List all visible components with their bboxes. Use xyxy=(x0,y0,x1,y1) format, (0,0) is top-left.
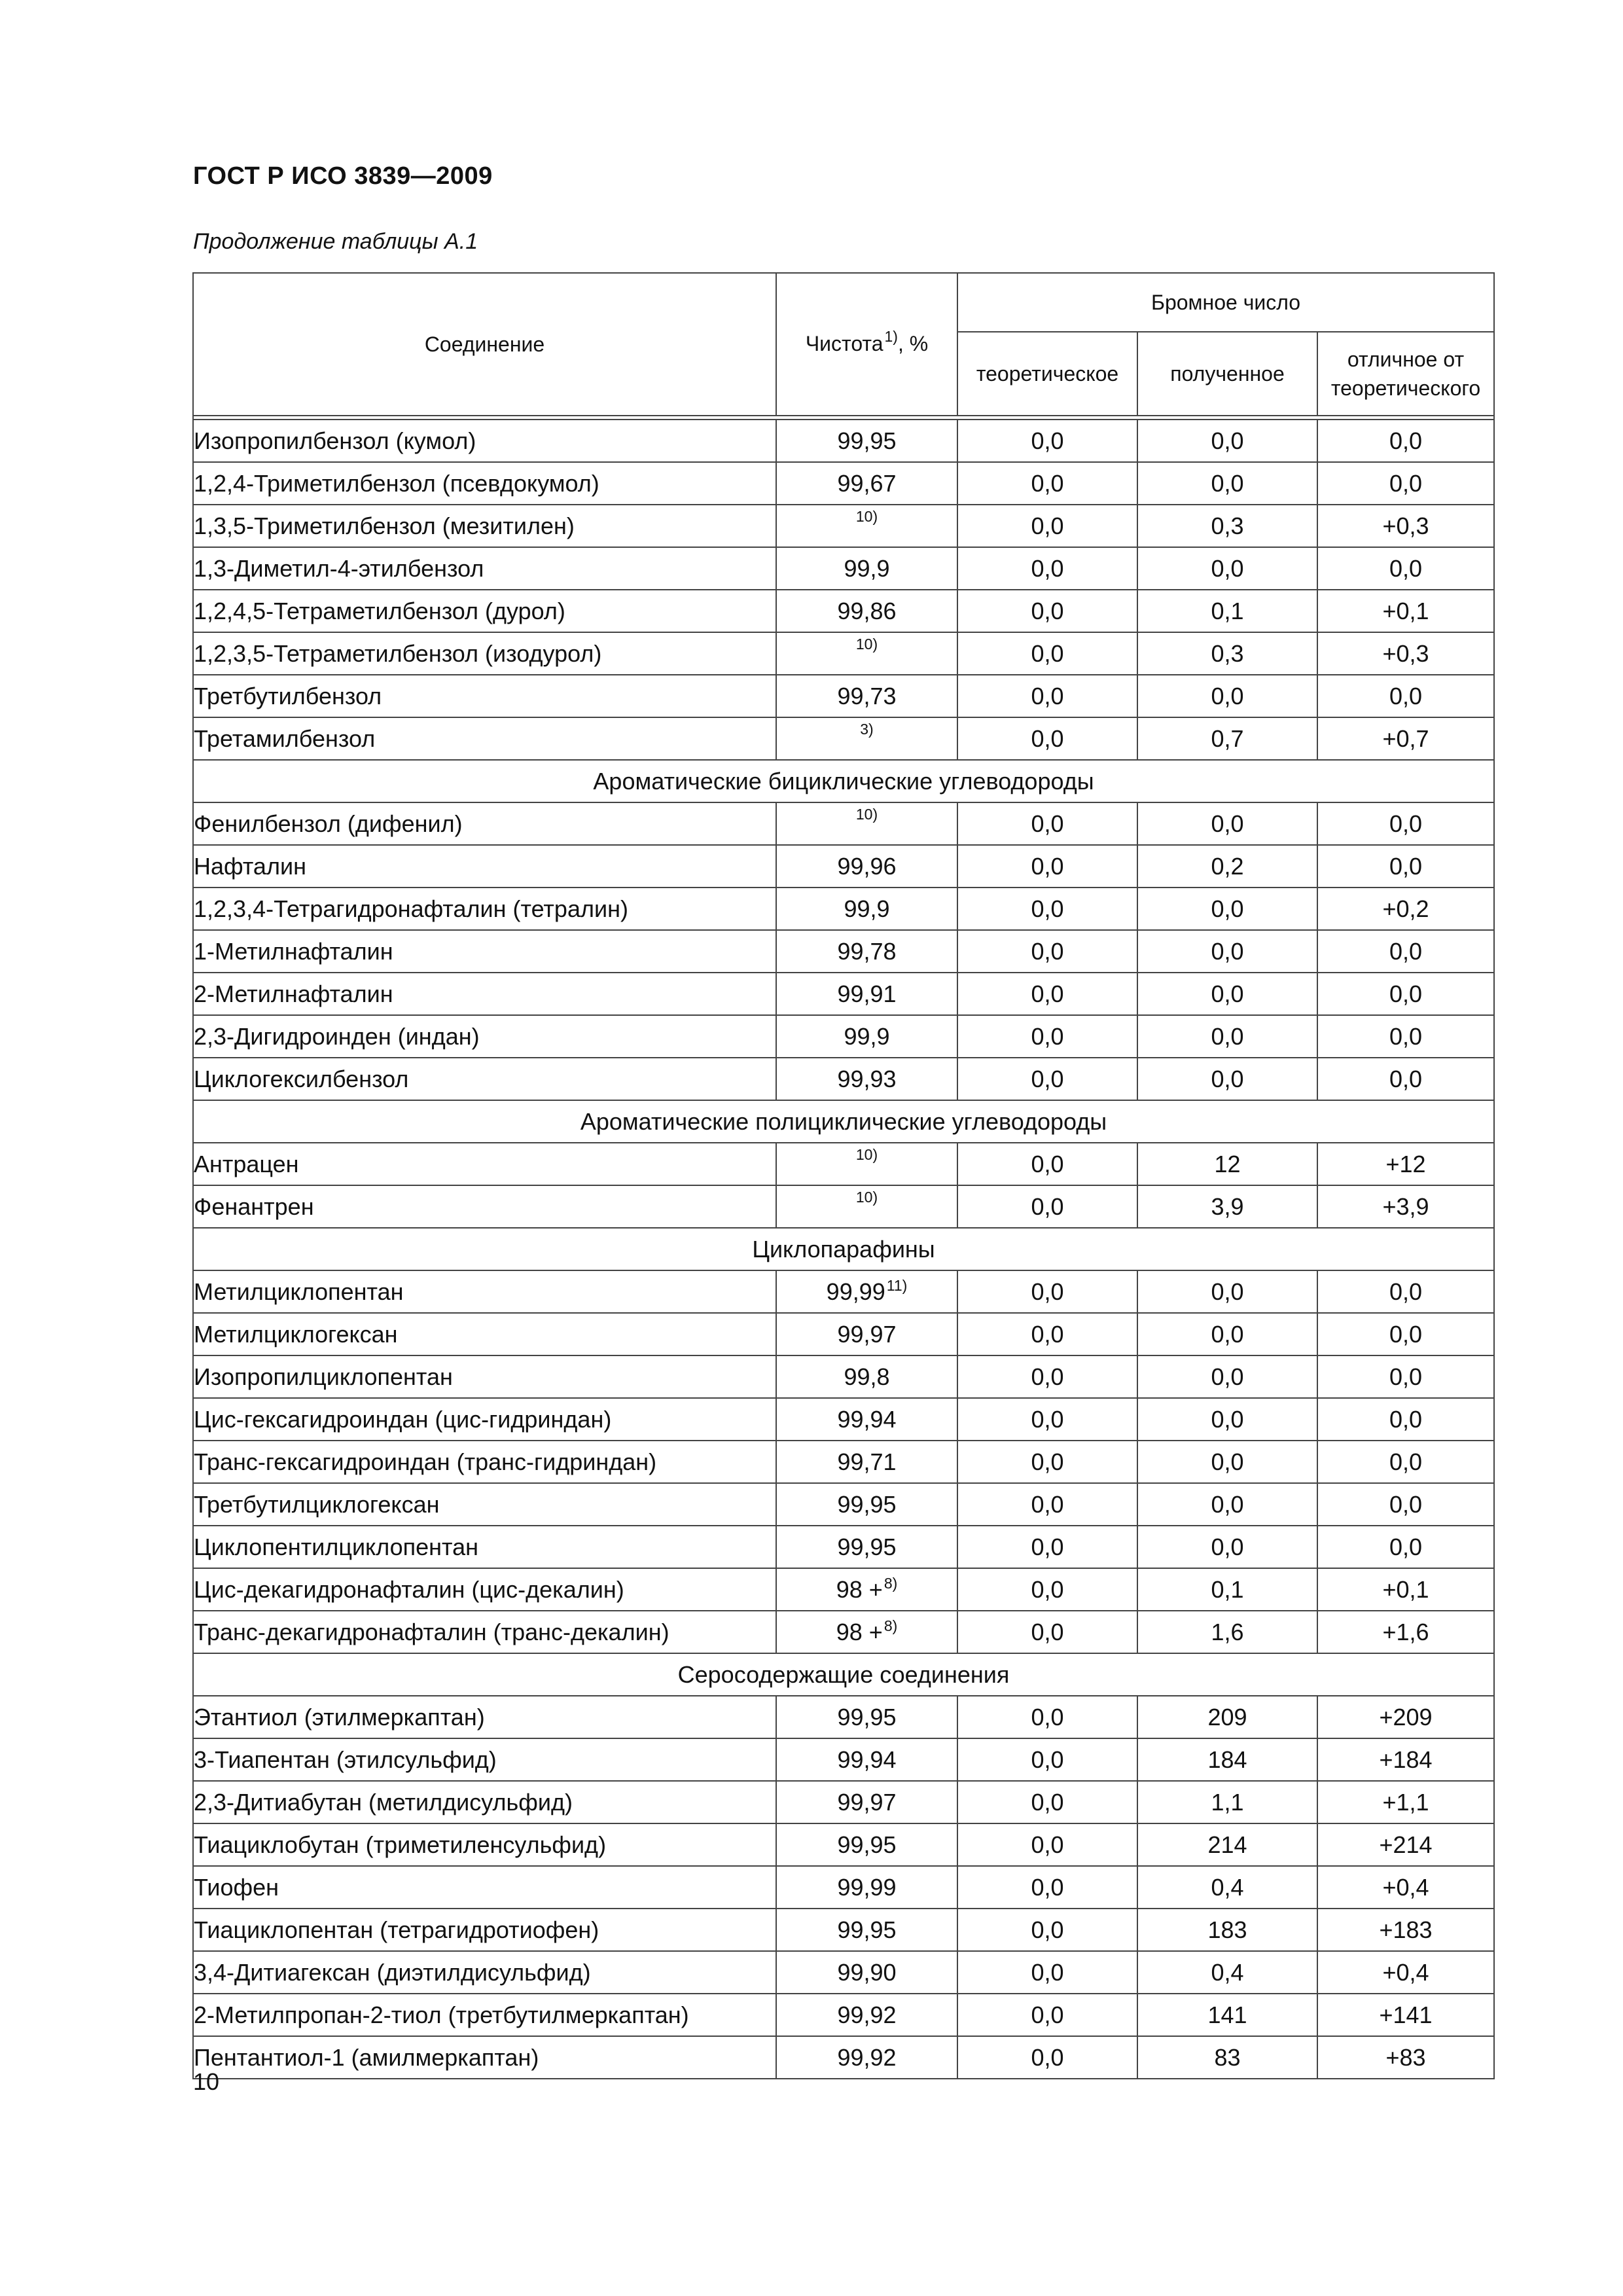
bromine-theoretical: 0,0 xyxy=(957,675,1137,717)
purity-value: 99,92 xyxy=(837,2001,897,2028)
header-theoretical: теоретическое xyxy=(957,332,1137,416)
bromine-obtained: 3,9 xyxy=(1137,1185,1317,1228)
purity-cell xyxy=(776,1611,957,1653)
table-row xyxy=(193,1398,1494,1441)
purity-cell xyxy=(776,420,957,462)
bromine-theoretical: 0,0 xyxy=(957,1441,1137,1483)
bromine-obtained: 0,0 xyxy=(1137,973,1317,1015)
bromine-theoretical: 0,0 xyxy=(957,1526,1137,1568)
table-row xyxy=(193,802,1494,845)
purity-cell xyxy=(776,1015,957,1058)
bromine-difference: +0,3 xyxy=(1317,505,1494,547)
purity-cell xyxy=(776,505,957,547)
table-row xyxy=(193,1441,1494,1483)
purity-value: 99,99 xyxy=(826,1278,885,1305)
bromine-theoretical: 0,0 xyxy=(957,1696,1137,1738)
bromine-theoretical: 0,0 xyxy=(957,1951,1137,1994)
bromine-obtained: 0,1 xyxy=(1137,590,1317,632)
compound-name: 1,3-Диметил-4-этилбензол xyxy=(193,547,776,590)
bromine-obtained: 214 xyxy=(1137,1823,1317,1866)
purity-footnote: 11) xyxy=(886,1276,908,1294)
table-row xyxy=(193,1696,1494,1738)
bromine-obtained: 0,0 xyxy=(1137,802,1317,845)
compound-name: 2-Метилнафталин xyxy=(193,973,776,1015)
bromine-difference: +0,4 xyxy=(1317,1951,1494,1994)
purity-cell xyxy=(776,2036,957,2079)
bromine-theoretical: 0,0 xyxy=(957,1866,1137,1909)
purity-cell xyxy=(776,1866,957,1909)
table-row xyxy=(193,1568,1494,1611)
table-row xyxy=(193,547,1494,590)
bromine-obtained: 0,3 xyxy=(1137,505,1317,547)
bromine-obtained: 0,0 xyxy=(1137,1441,1317,1483)
purity-cell xyxy=(776,1143,957,1185)
bromine-theoretical: 0,0 xyxy=(957,888,1137,930)
purity-value: 99,78 xyxy=(837,937,897,965)
purity-value: 99,95 xyxy=(837,1703,897,1731)
bromine-theoretical: 0,0 xyxy=(957,547,1137,590)
purity-cell xyxy=(776,717,957,760)
bromine-obtained: 0,4 xyxy=(1137,1951,1317,1994)
compound-name: Цис-гексагидроиндан (цис-гидриндан) xyxy=(193,1398,776,1441)
purity-cell xyxy=(776,1696,957,1738)
bromine-theoretical: 0,0 xyxy=(957,1738,1137,1781)
table-row xyxy=(193,1611,1494,1653)
compound-name: Транс-гексагидроиндан (транс-гидриндан) xyxy=(193,1441,776,1483)
compound-name: Тиофен xyxy=(193,1866,776,1909)
purity-cell xyxy=(776,1823,957,1866)
table-row xyxy=(193,632,1494,675)
table-row xyxy=(193,1270,1494,1313)
purity-cell xyxy=(776,930,957,973)
bromine-obtained: 141 xyxy=(1137,1994,1317,2036)
bromine-theoretical: 0,0 xyxy=(957,1994,1137,2036)
purity-cell xyxy=(776,590,957,632)
compound-name: 3,4-Дитиагексан (диэтилдисульфид) xyxy=(193,1951,776,1994)
bromine-difference: 0,0 xyxy=(1317,420,1494,462)
table-row xyxy=(193,1143,1494,1185)
compound-name: Этантиол (этилмеркаптан) xyxy=(193,1696,776,1738)
bromine-difference: 0,0 xyxy=(1317,1398,1494,1441)
compound-name: Цис-декагидронафталин (цис-декалин) xyxy=(193,1568,776,1611)
compound-name: 1-Метилнафталин xyxy=(193,930,776,973)
purity-cell xyxy=(776,1441,957,1483)
bromine-obtained: 83 xyxy=(1137,2036,1317,2079)
section-header: Циклопарафины xyxy=(193,1228,1494,1270)
purity-cell xyxy=(776,1185,957,1228)
purity-value: 99,95 xyxy=(837,1533,897,1560)
bromine-obtained: 0,0 xyxy=(1137,1058,1317,1100)
bromine-theoretical: 0,0 xyxy=(957,1058,1137,1100)
section-row xyxy=(193,1653,1494,1696)
document-title: ГОСТ Р ИСО 3839—2009 xyxy=(193,162,493,190)
compound-name: 1,2,4,5-Тетраметилбензол (дурол) xyxy=(193,590,776,632)
compound-name: Антрацен xyxy=(193,1143,776,1185)
section-header: Ароматические бициклические углеводороды xyxy=(193,760,1494,802)
compound-name: Третамилбензол xyxy=(193,717,776,760)
bromine-obtained: 0,0 xyxy=(1137,930,1317,973)
header-obtained: полученное xyxy=(1137,332,1317,416)
bromine-obtained: 0,7 xyxy=(1137,717,1317,760)
section-row xyxy=(193,1228,1494,1270)
compound-name: Изопропилбензол (кумол) xyxy=(193,420,776,462)
purity-cell xyxy=(776,1738,957,1781)
table-row xyxy=(193,1781,1494,1823)
bromine-obtained: 0,0 xyxy=(1137,547,1317,590)
bromine-theoretical: 0,0 xyxy=(957,1270,1137,1313)
bromine-theoretical: 0,0 xyxy=(957,1355,1137,1398)
table-row xyxy=(193,717,1494,760)
table-row xyxy=(193,930,1494,973)
purity-cell xyxy=(776,1781,957,1823)
bromine-difference: +0,3 xyxy=(1317,632,1494,675)
purity-footnote: 8) xyxy=(883,1617,898,1634)
purity-value: 99,90 xyxy=(837,1958,897,1986)
bromine-difference: 0,0 xyxy=(1317,1441,1494,1483)
bromine-obtained: 0,0 xyxy=(1137,1526,1317,1568)
table-row xyxy=(193,1185,1494,1228)
compound-name: Фенилбензол (дифенил) xyxy=(193,802,776,845)
purity-cell xyxy=(776,1398,957,1441)
purity-cell xyxy=(776,1483,957,1526)
table-row xyxy=(193,1058,1494,1100)
purity-value: 99,95 xyxy=(837,427,897,454)
bromine-obtained: 1,1 xyxy=(1137,1781,1317,1823)
bromine-difference: 0,0 xyxy=(1317,802,1494,845)
purity-value: 99,8 xyxy=(844,1363,890,1390)
purity-value: 99,95 xyxy=(837,1916,897,1943)
purity-value: 99,73 xyxy=(837,682,897,709)
bromine-theoretical: 0,0 xyxy=(957,1483,1137,1526)
bromine-obtained: 0,4 xyxy=(1137,1866,1317,1909)
header-purity xyxy=(776,273,957,416)
bromine-difference: +184 xyxy=(1317,1738,1494,1781)
bromine-theoretical: 0,0 xyxy=(957,2036,1137,2079)
purity-cell xyxy=(776,1526,957,1568)
bromine-difference: +0,2 xyxy=(1317,888,1494,930)
compound-name: Пентантиол-1 (амилмеркаптан) xyxy=(193,2036,776,2079)
bromine-obtained: 0,0 xyxy=(1137,1270,1317,1313)
purity-value: 99,71 xyxy=(837,1448,897,1475)
bromine-theoretical: 0,0 xyxy=(957,845,1137,888)
bromine-theoretical: 0,0 xyxy=(957,462,1137,505)
purity-cell xyxy=(776,632,957,675)
purity-cell xyxy=(776,802,957,845)
purity-cell xyxy=(776,675,957,717)
bromine-difference: +3,9 xyxy=(1317,1185,1494,1228)
purity-value: 99,67 xyxy=(837,469,897,497)
bromine-difference: 0,0 xyxy=(1317,462,1494,505)
compound-name: Циклогексилбензол xyxy=(193,1058,776,1100)
bromine-obtained: 0,0 xyxy=(1137,462,1317,505)
compound-name: Тиациклопентан (тетрагидротиофен) xyxy=(193,1909,776,1951)
bromine-theoretical: 0,0 xyxy=(957,1909,1137,1951)
bromine-obtained: 0,2 xyxy=(1137,845,1317,888)
table-row xyxy=(193,1909,1494,1951)
compound-name: 2,3-Дигидроинден (индан) xyxy=(193,1015,776,1058)
purity-value: 99,97 xyxy=(837,1320,897,1348)
purity-value: 99,94 xyxy=(837,1405,897,1433)
bromine-theoretical: 0,0 xyxy=(957,1015,1137,1058)
bromine-theoretical: 0,0 xyxy=(957,1823,1137,1866)
header-purity-footnote: 1) xyxy=(884,327,898,345)
purity-value: 98 + xyxy=(836,1575,883,1603)
purity-cell xyxy=(776,1951,957,1994)
header-bromine-number: Бромное число xyxy=(957,273,1494,332)
compound-name: 2,3-Дитиабутан (метилдисульфид) xyxy=(193,1781,776,1823)
table-row xyxy=(193,2036,1494,2079)
compound-name: Фенантрен xyxy=(193,1185,776,1228)
bromine-difference: +12 xyxy=(1317,1143,1494,1185)
purity-footnote: 10) xyxy=(855,806,878,823)
purity-cell xyxy=(776,1909,957,1951)
table-row xyxy=(193,1355,1494,1398)
purity-cell xyxy=(776,547,957,590)
bromine-number-table xyxy=(192,272,1495,2079)
bromine-difference: 0,0 xyxy=(1317,1058,1494,1100)
bromine-theoretical: 0,0 xyxy=(957,973,1137,1015)
bromine-difference: +83 xyxy=(1317,2036,1494,2079)
table-row xyxy=(193,505,1494,547)
bromine-theoretical: 0,0 xyxy=(957,1185,1137,1228)
bromine-theoretical: 0,0 xyxy=(957,505,1137,547)
bromine-theoretical: 0,0 xyxy=(957,590,1137,632)
bromine-difference: 0,0 xyxy=(1317,1526,1494,1568)
bromine-difference: +1,6 xyxy=(1317,1611,1494,1653)
purity-cell xyxy=(776,1568,957,1611)
bromine-difference: 0,0 xyxy=(1317,1355,1494,1398)
bromine-theoretical: 0,0 xyxy=(957,1611,1137,1653)
compound-name: 1,2,3,5-Тетраметилбензол (изодурол) xyxy=(193,632,776,675)
bromine-theoretical: 0,0 xyxy=(957,1568,1137,1611)
bromine-obtained: 184 xyxy=(1137,1738,1317,1781)
bromine-difference: +0,4 xyxy=(1317,1866,1494,1909)
table-row xyxy=(193,1823,1494,1866)
compound-name: Транс-декагидронафталин (транс-декалин) xyxy=(193,1611,776,1653)
compound-name: Метилциклогексан xyxy=(193,1313,776,1355)
table-row xyxy=(193,1738,1494,1781)
bromine-theoretical: 0,0 xyxy=(957,717,1137,760)
bromine-obtained: 0,0 xyxy=(1137,1313,1317,1355)
compound-name: Циклопентилциклопентан xyxy=(193,1526,776,1568)
bromine-theoretical: 0,0 xyxy=(957,802,1137,845)
purity-value: 99,92 xyxy=(837,2043,897,2071)
purity-cell xyxy=(776,1313,957,1355)
purity-footnote: 3) xyxy=(860,721,874,738)
table-caption: Продолжение таблицы А.1 xyxy=(193,229,478,254)
table-row xyxy=(193,1483,1494,1526)
bromine-difference: +209 xyxy=(1317,1696,1494,1738)
bromine-difference: 0,0 xyxy=(1317,930,1494,973)
table-row xyxy=(193,675,1494,717)
bromine-difference: +0,7 xyxy=(1317,717,1494,760)
bromine-difference: 0,0 xyxy=(1317,1483,1494,1526)
bromine-difference: 0,0 xyxy=(1317,973,1494,1015)
compound-name: 1,2,3,4-Тетрагидронафталин (тетралин) xyxy=(193,888,776,930)
purity-value: 99,95 xyxy=(837,1831,897,1858)
header-compound: Соединение xyxy=(193,273,776,416)
section-row xyxy=(193,1100,1494,1143)
purity-value: 99,97 xyxy=(837,1788,897,1816)
purity-value: 99,94 xyxy=(837,1746,897,1773)
purity-cell xyxy=(776,1270,957,1313)
section-row xyxy=(193,760,1494,802)
bromine-obtained: 1,6 xyxy=(1137,1611,1317,1653)
bromine-difference: +214 xyxy=(1317,1823,1494,1866)
purity-cell xyxy=(776,1058,957,1100)
bromine-theoretical: 0,0 xyxy=(957,930,1137,973)
bromine-difference: 0,0 xyxy=(1317,845,1494,888)
bromine-obtained: 0,0 xyxy=(1137,420,1317,462)
bromine-obtained: 0,0 xyxy=(1137,1355,1317,1398)
compound-name: Изопропилциклопентан xyxy=(193,1355,776,1398)
bromine-difference: +0,1 xyxy=(1317,590,1494,632)
bromine-difference: 0,0 xyxy=(1317,1270,1494,1313)
table-row xyxy=(193,1526,1494,1568)
purity-footnote: 10) xyxy=(855,1146,878,1163)
compound-name: Третбутилбензол xyxy=(193,675,776,717)
table-row xyxy=(193,845,1494,888)
bromine-obtained: 209 xyxy=(1137,1696,1317,1738)
bromine-theoretical: 0,0 xyxy=(957,420,1137,462)
table-row xyxy=(193,1015,1494,1058)
purity-footnote: 10) xyxy=(855,636,878,653)
page-number: 10 xyxy=(193,2068,220,2095)
bromine-difference: 0,0 xyxy=(1317,1015,1494,1058)
purity-footnote: 10) xyxy=(855,1189,878,1206)
table-row xyxy=(193,888,1494,930)
bromine-obtained: 0,0 xyxy=(1137,1483,1317,1526)
bromine-obtained: 0,0 xyxy=(1137,888,1317,930)
table-row xyxy=(193,590,1494,632)
bromine-difference: +141 xyxy=(1317,1994,1494,2036)
bromine-theoretical: 0,0 xyxy=(957,1781,1137,1823)
purity-cell xyxy=(776,973,957,1015)
bromine-theoretical: 0,0 xyxy=(957,1143,1137,1185)
header-difference: отличное от теоретического xyxy=(1317,332,1494,416)
purity-footnote: 10) xyxy=(855,508,878,525)
table-row xyxy=(193,1866,1494,1909)
bromine-obtained: 12 xyxy=(1137,1143,1317,1185)
purity-value: 99,9 xyxy=(844,1022,890,1050)
purity-cell xyxy=(776,888,957,930)
purity-footnote: 8) xyxy=(883,1574,898,1592)
compound-name: Третбутилциклогексан xyxy=(193,1483,776,1526)
bromine-obtained: 0,0 xyxy=(1137,675,1317,717)
purity-value: 99,99 xyxy=(837,1873,897,1901)
compound-name: 3-Тиапентан (этилсульфид) xyxy=(193,1738,776,1781)
bromine-theoretical: 0,0 xyxy=(957,1398,1137,1441)
purity-value: 99,9 xyxy=(844,554,890,582)
purity-value: 99,86 xyxy=(837,597,897,624)
compound-name: 2-Метилпропан-2-тиол (третбутилмеркаптан) xyxy=(193,1994,776,2036)
purity-cell xyxy=(776,1355,957,1398)
table-row xyxy=(193,1951,1494,1994)
bromine-obtained: 0,1 xyxy=(1137,1568,1317,1611)
bromine-theoretical: 0,0 xyxy=(957,632,1137,675)
compound-name: Нафталин xyxy=(193,845,776,888)
compound-name: 1,2,4-Триметилбензол (псевдокумол) xyxy=(193,462,776,505)
header-purity-label: Чистота xyxy=(805,331,883,355)
bromine-difference: 0,0 xyxy=(1317,547,1494,590)
bromine-difference: 0,0 xyxy=(1317,1313,1494,1355)
table-row xyxy=(193,1994,1494,2036)
bromine-obtained: 0,0 xyxy=(1137,1398,1317,1441)
section-header: Ароматические полициклические углеводороды xyxy=(193,1100,1494,1143)
bromine-theoretical: 0,0 xyxy=(957,1313,1137,1355)
purity-value: 99,9 xyxy=(844,895,890,922)
section-header: Серосодержащие соединения xyxy=(193,1653,1494,1696)
purity-value: 99,93 xyxy=(837,1065,897,1092)
purity-value: 98 + xyxy=(836,1618,883,1645)
purity-value: 99,96 xyxy=(837,852,897,880)
bromine-obtained: 183 xyxy=(1137,1909,1317,1951)
header-purity-unit: , % xyxy=(897,331,929,355)
purity-cell xyxy=(776,1994,957,2036)
bromine-obtained: 0,0 xyxy=(1137,1015,1317,1058)
table-row xyxy=(193,462,1494,505)
bromine-difference: +1,1 xyxy=(1317,1781,1494,1823)
purity-value: 99,91 xyxy=(837,980,897,1007)
compound-name: Тиациклобутан (триметиленсульфид) xyxy=(193,1823,776,1866)
table-row xyxy=(193,973,1494,1015)
purity-cell xyxy=(776,462,957,505)
bromine-difference: +183 xyxy=(1317,1909,1494,1951)
compound-name: 1,3,5-Триметилбензол (мезитилен) xyxy=(193,505,776,547)
bromine-difference: +0,1 xyxy=(1317,1568,1494,1611)
table-row xyxy=(193,1313,1494,1355)
table-row xyxy=(193,420,1494,462)
purity-value: 99,95 xyxy=(837,1490,897,1518)
bromine-difference: 0,0 xyxy=(1317,675,1494,717)
compound-name: Метилциклопентан xyxy=(193,1270,776,1313)
purity-cell xyxy=(776,845,957,888)
bromine-obtained: 0,3 xyxy=(1137,632,1317,675)
